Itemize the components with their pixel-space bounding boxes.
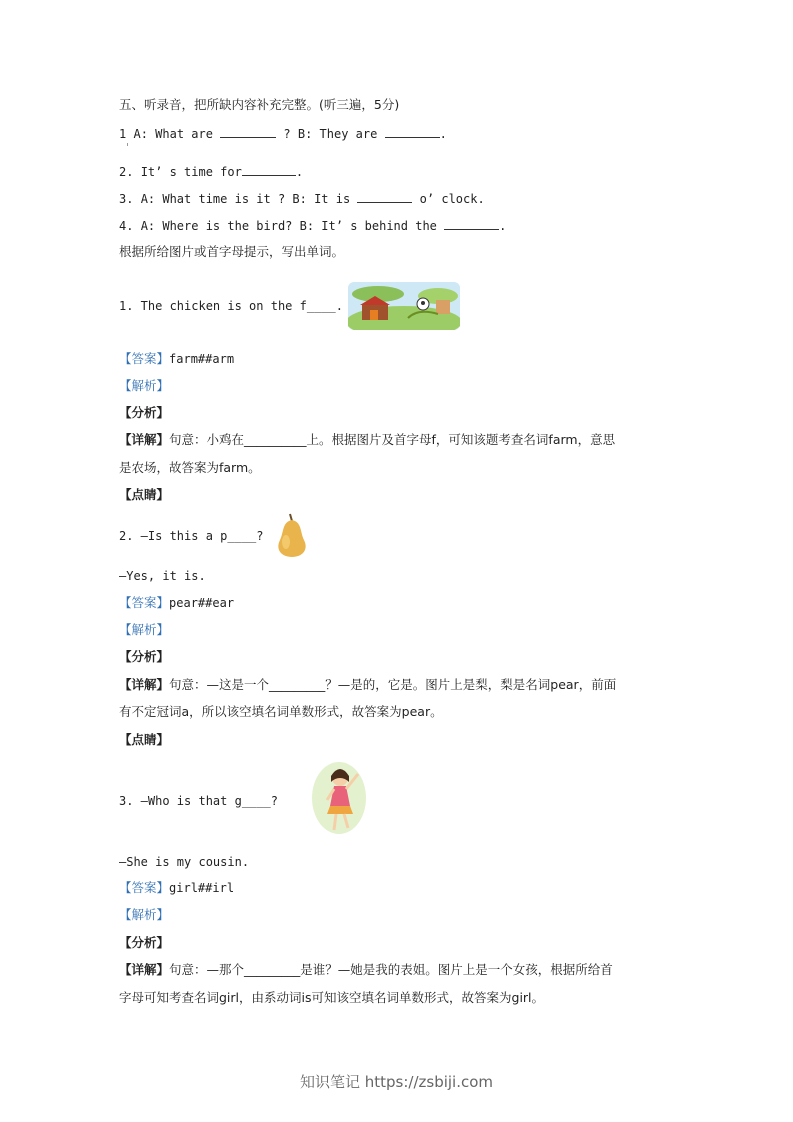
item2-answer: pear##ear: [169, 596, 235, 610]
girl-image: [310, 760, 368, 836]
q5-4-pre: A: Where is the bird? B: It’ s behind the: [140, 219, 437, 233]
item3-question: 3. —Who is that g____?: [119, 794, 278, 808]
item3-answer: girl##irl: [169, 881, 235, 895]
q5-1-line: [119, 125, 447, 142]
item2-reply: —Yes, it is.: [119, 569, 206, 583]
item3-analysis-tag: 【解析】: [119, 907, 170, 922]
item2-fenxi-tag: 【分析】: [119, 649, 170, 664]
item1-detail-tag: 【详解】: [119, 432, 170, 447]
item1-answer-tag: 【答案】: [119, 351, 170, 366]
item2-detail-line1: [119, 677, 616, 693]
item1-analysis-tag: 【解析】: [119, 378, 170, 393]
item3-reply: —She is my cousin.: [119, 855, 250, 869]
item1-detail-line2: 是农场，故答案为farm。: [119, 460, 261, 475]
pear-image: [272, 512, 312, 558]
item2-detail-text1: 句意：—这是一个_________？—是的，它是。图片上是梨，梨是名词pear，前面: [169, 677, 617, 692]
item2-detail-line2: 有不定冠词a，所以该空填名词单数形式，故答案为pear。: [119, 704, 443, 719]
q5-1-a-post: ? B: They are: [283, 127, 378, 141]
footer-watermark: 知识笔记 https://zsbiji.com: [299, 1073, 494, 1091]
item3-answer-line: [119, 880, 234, 896]
q5-4-end: .: [499, 219, 507, 233]
item3-answer-tag: 【答案】: [119, 880, 170, 895]
q5-4-line: [119, 217, 506, 234]
section5-title: 五、听录音，把所缺内容补充完整。(听三遍，5分): [119, 97, 400, 112]
item2-analysis-tag: 【解析】: [119, 622, 170, 637]
q5-4-blank[interactable]: [444, 217, 499, 230]
farm-image: [348, 282, 460, 330]
item2-dianjing-tag: 【点睛】: [119, 732, 170, 747]
item1-dianjing-tag: 【点睛】: [119, 487, 170, 502]
item2-answer-tag: 【答案】: [119, 595, 170, 610]
item3-detail-tag: 【详解】: [119, 962, 170, 977]
item2-detail-tag: 【详解】: [119, 677, 170, 692]
q5-3-num: 3.: [119, 192, 134, 206]
q5-3-blank[interactable]: [357, 190, 412, 203]
item3-detail-text1: 句意：—那个_________是谁？—她是我的表姐。图片上是一个女孩，根据所给首: [169, 962, 613, 977]
item2-question: 2. —Is this a p____?: [119, 529, 264, 543]
q5-1-blank-b[interactable]: [385, 125, 440, 138]
q5-1-a-pre: A: What are: [133, 127, 213, 141]
q5-2-num: 2.: [119, 165, 134, 179]
q5-2-blank[interactable]: [242, 163, 296, 176]
section6-title: 根据所给图片或首字母提示，写出单词。: [119, 244, 345, 259]
q5-2-line: [119, 163, 303, 180]
q5-4-num: 4.: [119, 219, 134, 233]
item3-detail-line1: [119, 962, 613, 978]
item3-detail-line2: 字母可知考查名词girl，由系动词is可知该空填名词单数形式，故答案为girl。: [119, 990, 545, 1005]
q5-1-blank-a[interactable]: [220, 125, 276, 138]
q5-3-pre: A: What time is it ? B: It is: [140, 192, 351, 206]
q5-2-end: .: [295, 165, 304, 179]
item1-question: 1. The chicken is on the f____.: [119, 299, 343, 313]
item1-detail-line1: [119, 432, 615, 448]
item2-answer-line: [119, 595, 234, 611]
q5-3-line: [119, 190, 485, 207]
q5-1-num: 1: [119, 127, 127, 141]
q5-2-text: It’ s time for: [140, 165, 242, 179]
item1-answer: farm##arm: [169, 352, 235, 366]
item1-answer-line: [119, 351, 234, 367]
item1-detail-text1: 句意：小鸡在__________上。根据图片及首字母f，可知该题考查名词farm，意思: [169, 432, 616, 447]
q5-1-end: .: [439, 127, 447, 141]
item1-fenxi-tag: 【分析】: [119, 405, 170, 420]
item3-fenxi-tag: 【分析】: [119, 935, 170, 950]
q5-3-post: o’ clock.: [419, 192, 485, 206]
mark-tick: [127, 143, 128, 146]
